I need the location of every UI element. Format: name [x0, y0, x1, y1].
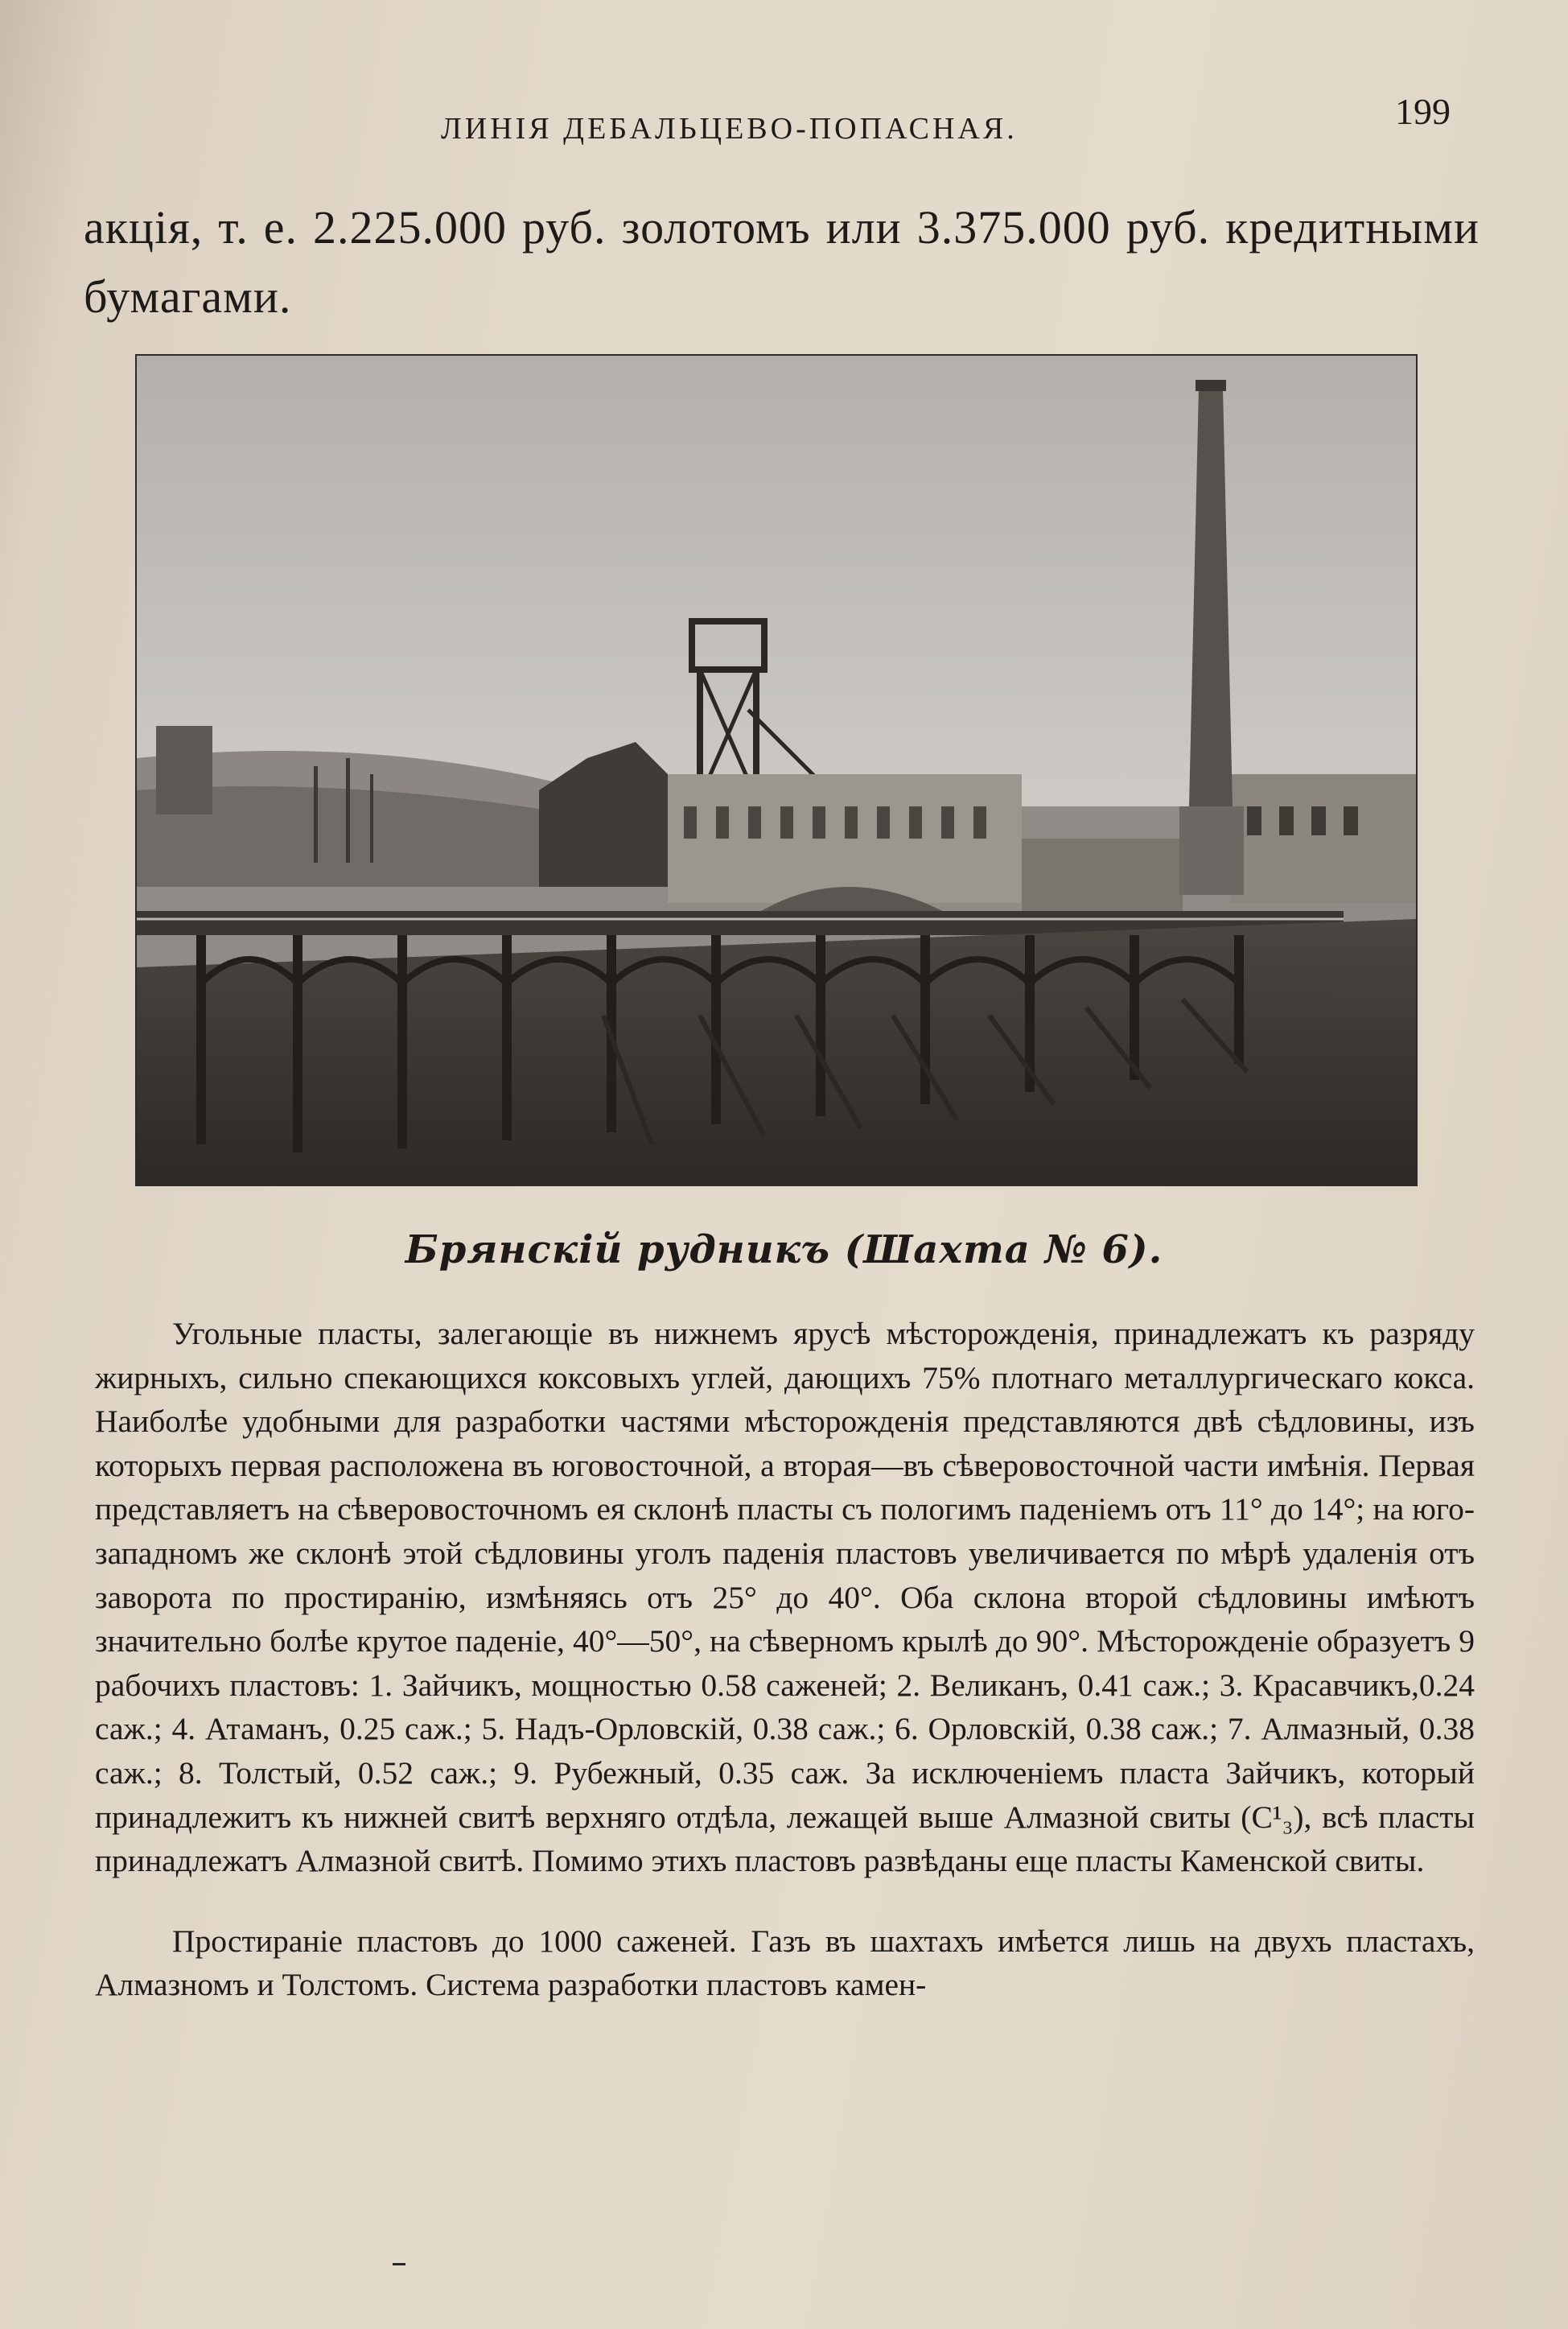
paragraph-strike: Простираніе пластовъ до 1000 саженей. Газъ въ шахтахъ имѣется лишь на двухъ пластахъ, Алмазномъ и Толстомъ. Система разработки пластовъ камен- [95, 1923, 1475, 2003]
paragraph-coal-seams: Угольные пласты, залегающіе въ нижнемъ ярусѣ мѣсторожденія, принадлежатъ къ разряду жирныхъ, сильно спекающихся коксовыхъ углей, дающихъ 75% плотнаго металлургическаго кокса. Наиболѣе удобными для разработки частями мѣсторожденія представляются двѣ сѣдловины, изъ которыхъ первая расположена въ юговосточной, а вторая—въ сѣверовосточной части имѣнія. Первая представляетъ на сѣверовосточномъ ея склонѣ пласты съ пологимъ паденіемъ отъ 11° до 14°; на юго-западномъ же склонѣ этой сѣдловины уголъ паденія пластовъ увеличивается по мѣрѣ удаленія отъ заворота по простиранію, измѣняясь отъ 25° до 40°. Оба склона второй сѣдловины имѣютъ значительно болѣе крутое паденіе, 40°—50°, на сѣверномъ крылѣ до 90°. Мѣсторожденіе образуетъ 9 рабочихъ пластовъ: 1. Зайчикъ, мощностью 0.58 саженей; 2. Великанъ, 0.41 саж.; 3. Красавчикъ,0.24 саж.; 4. Атаманъ, 0.25 саж.; 5. Надъ-Орловскій, 0.38 саж.; 6. Орловскій, 0.38 саж.; 7. Алмазный, 0.38 саж.; 8. Толстый, 0.52 саж.; 9. Рубежный, 0.35 саж. За исключеніемъ пласта Зайчикъ, который принадлежитъ къ нижней свитѣ верхняго отдѣла, лежащей выше Алмазной свиты (C¹₃), всѣ пласты принадлежатъ Алмазной свитѣ. Помимо этихъ пластовъ развѣданы еще пласты Каменской свиты. [95, 1316, 1475, 1879]
running-title: ЛИНІЯ ДЕБАЛЬЦЕВО-ПОПАСНАЯ. [441, 112, 1018, 146]
mine-photograph-drawing [137, 356, 1416, 1185]
mine-photograph [135, 354, 1418, 1186]
print-mark [393, 2263, 405, 2265]
body-text [95, 1312, 1475, 2007]
lead-paragraph: акція, т. е. 2.225.000 руб. золотомъ или 3.375.000 руб. кредитными бумагами. [84, 201, 1480, 323]
photo-caption: Брянскій рудникъ (Шахта № 6). [405, 1227, 1163, 1272]
page-number: 199 [1395, 91, 1451, 132]
